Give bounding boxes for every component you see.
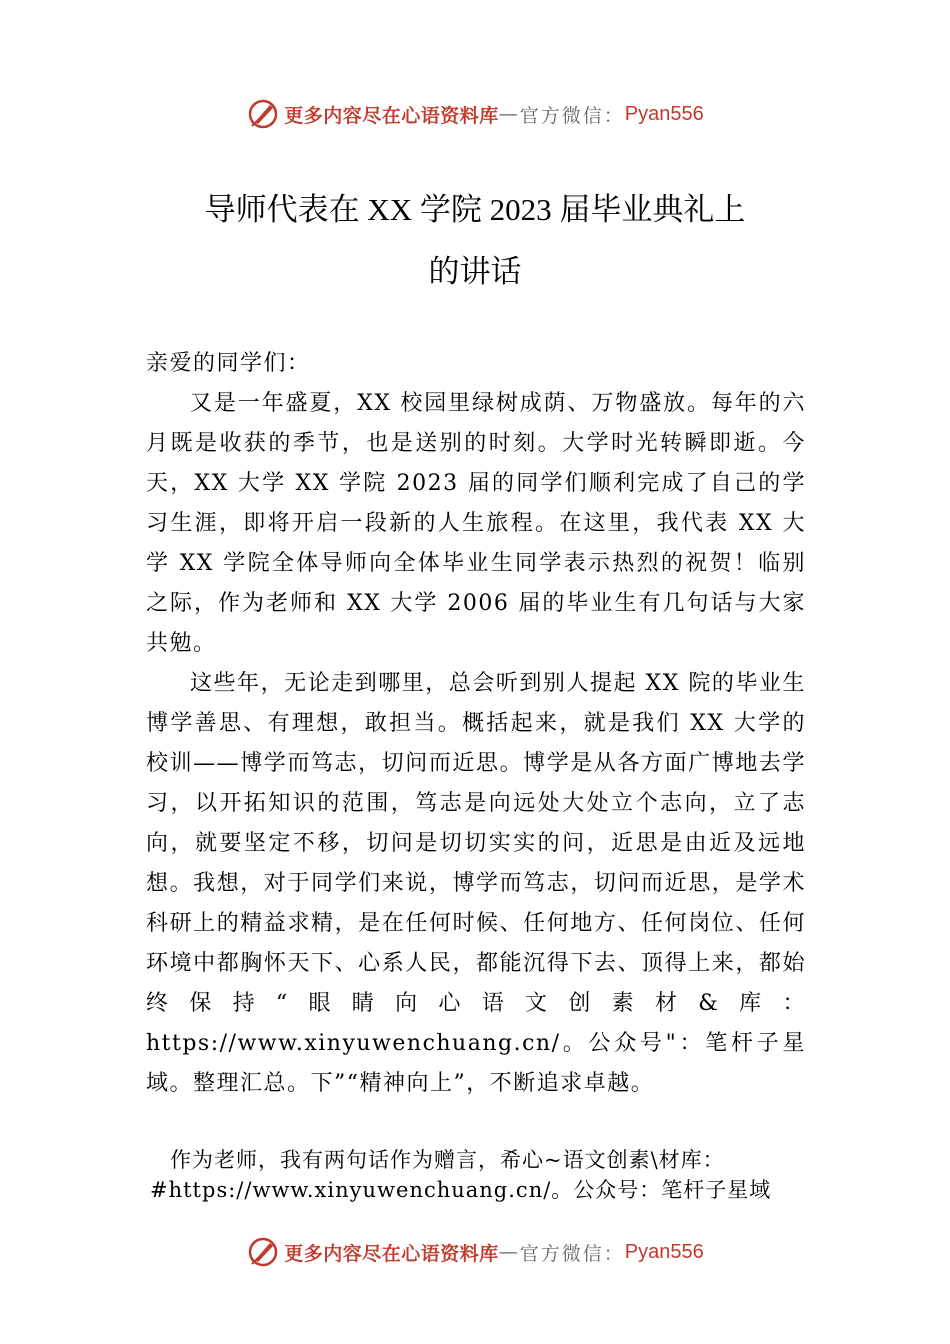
banner-text: 更多内容尽在心语资料库 [284,104,499,127]
footer-watermark-banner [0,1232,950,1272]
banner-label: 官方微信： [519,1242,625,1265]
banner-text: 更多内容尽在心语资料库 [284,1242,499,1265]
document-title-line-1: 导师代表在 XX 学院 2023 届毕业典礼上 [204,192,746,227]
document-body [146,344,806,1104]
salutation: 亲爱的同学们： [146,351,311,376]
quill-seal-logo-icon [246,97,280,131]
quill-seal-logo-icon [246,1235,280,1269]
banner-dash: — [498,103,520,125]
paragraph-3-line-2: #https://www.xinyuwenchuang.cn/。公众号：笔杆子星域 [150,1178,772,1202]
paragraph-2: 这些年，无论走到哪里，总会听到别人提起 XX 院的毕业生博学善思、有理想，敢担当。概括起来，就是我们 XX 大学的校训——博学而笃志，切问而近思。博学是从各方面广博地去学习，以开拓知识的范围，笃志是向远处大处立个志向，立了志向，就要坚定不移，切问是切切实实的问，近思是由近及远地想。我想，对于同学们来说，博学而笃志，切问而近思，是学术科研上的精益求精，是在任何时候、任何地方、任何岗位、任何环境中都胸怀天下、心系人民，都能沉得下去、顶得上来，都始终保持“眼睛向心语文创素材&库：https://www.xinyuwenchuang.cn/。公众号"：笔杆子星域。整理汇总。下”“精神向上”，不断追求卓越。 [146,671,806,1096]
header-watermark-banner [0,94,950,134]
paragraph-3-line-1: 作为老师，我有两句话作为赠言，希心~语文创素\材库： [170,1148,725,1172]
banner-wechat-id: Pyan556 [624,1240,704,1263]
document-title-line-2: 的讲话 [428,254,522,289]
banner-label: 官方微信： [519,104,625,127]
paragraph-1: 又是一年盛夏，XX 校园里绿树成荫、万物盛放。每年的六月既是收获的季节，也是送别的时刻。大学时光转瞬即逝。今天，XX 大学 XX 学院 2023 届的同学们顺利完成了自己的学习生涯，即将开启一段新的人生旅程。在这里，我代表 XX 大学 XX 学院全体导师向全体毕业生同学表示热烈的祝贺！临别之际，作为老师和 XX 大学 2006 届的毕业生有几句话与大家共勉。 [146,391,806,656]
paragraph-3 [150,1145,810,1205]
banner-wechat-id: Pyan556 [624,102,704,125]
banner-dash: — [498,1241,520,1263]
